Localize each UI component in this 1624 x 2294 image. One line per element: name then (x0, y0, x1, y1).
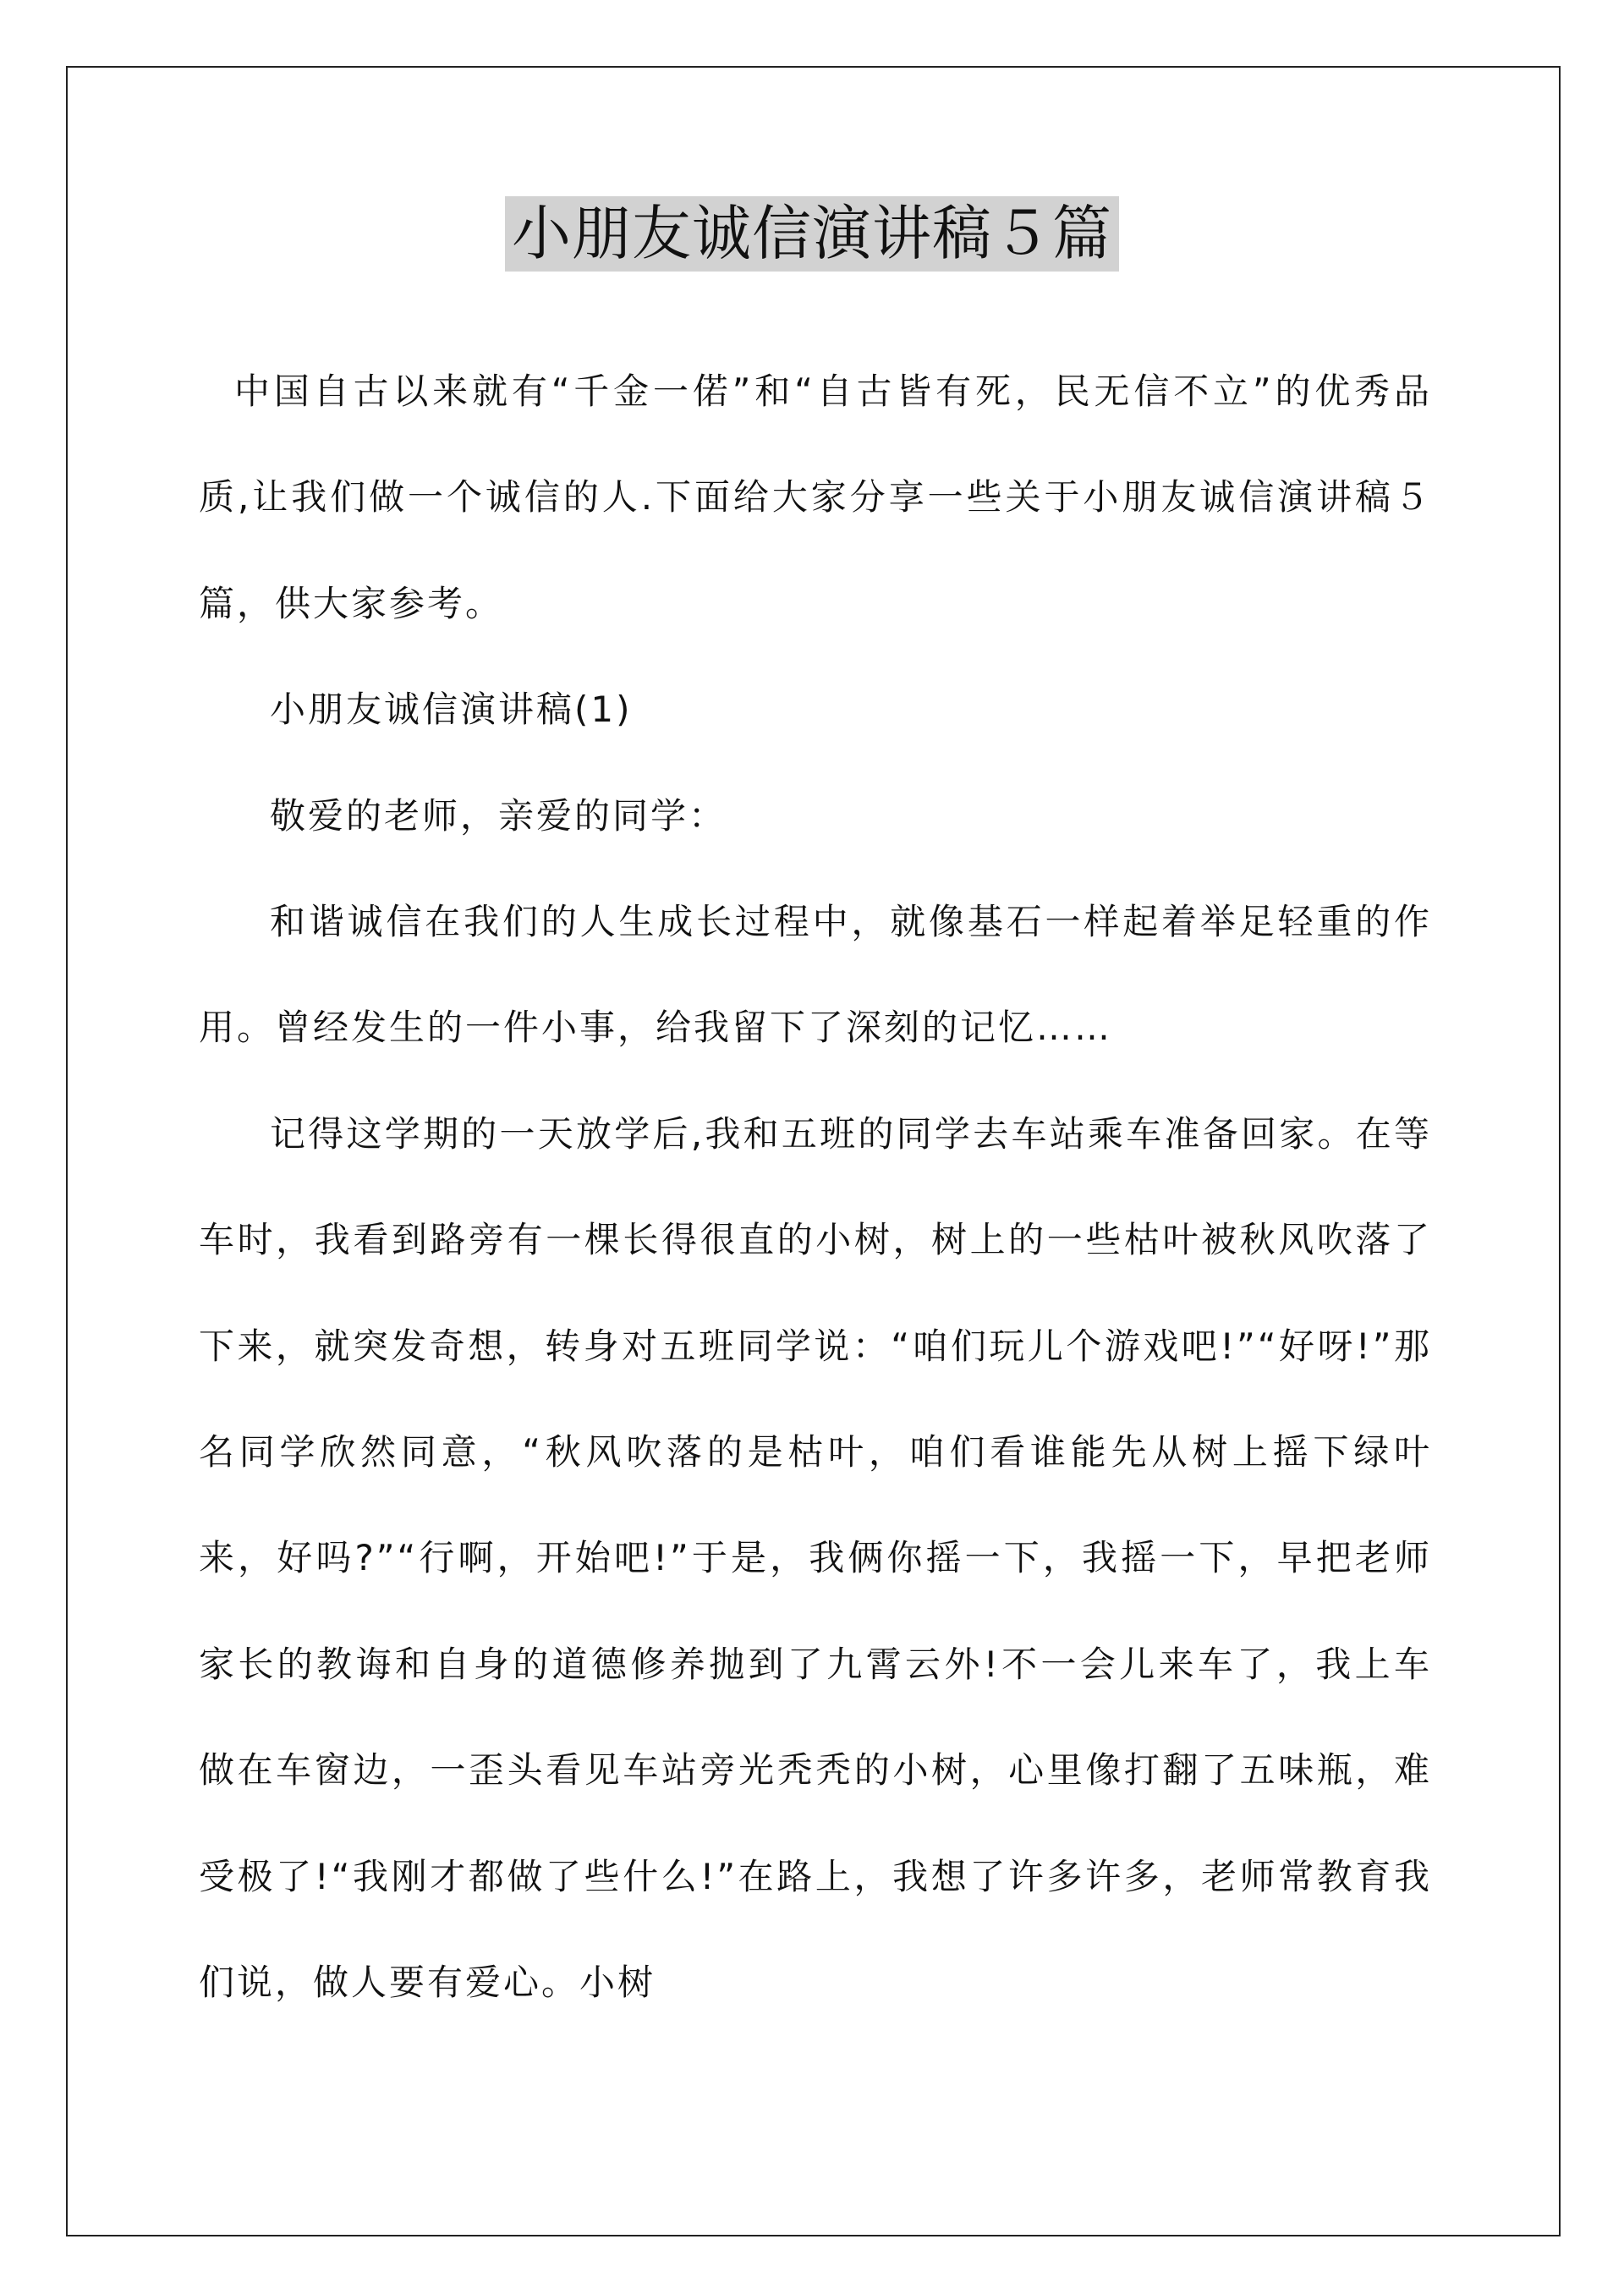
paragraph-intro: 中国自古以来就有“千金一偌”和“自古皆有死，民无信不立”的优秀品质,让我们做一个诚信的人.下面给大家分享一些关于小朋友诚信演讲稿５篇，供大家参考。 (199, 370, 1432, 624)
paragraph-salutation: 敬爱的老师，亲爱的同学： (270, 794, 727, 837)
document-title: 小朋友诚信演讲稿５篇 (505, 196, 1119, 272)
paragraph-body: 和谐诚信在我们的人生成长过程中，就像基石一样起着举足轻重的作用。曾经发生的一件小事，给我留下了深刻的记忆…… (199, 901, 1432, 1049)
document-body (199, 338, 1432, 2036)
title-container (0, 196, 1624, 272)
paragraph-body: 记得这学期的一天放学后,我和五班的同学去车站乘车准备回家。在等车时，我看到路旁有一棵长得很直的小树，树上的一些枯叶被秋风吹落了下来，就突发奇想，转身对五班同学说：“咱们玩儿个游戏吧!”“好呀!”那名同学欣然同意，“秋风吹落的是枯叶，咱们看谁能先从树上摇下绿叶来，好吗?”“行啊，开始吧!”于是，我俩你摇一下，我摇一下，早把老师家长的教诲和自身的道德修养抛到了九霄云外!不一会儿来车了，我上车做在车窗边，一歪头看见车站旁光秃秃的小树，心里像打翻了五味瓶，难受极了!“我刚才都做了些什么!”在路上，我想了许多许多，老师常教育我们说，做人要有爱心。小树 (199, 1112, 1432, 2004)
section-heading: 小朋友诚信演讲稿(1) (270, 689, 633, 731)
